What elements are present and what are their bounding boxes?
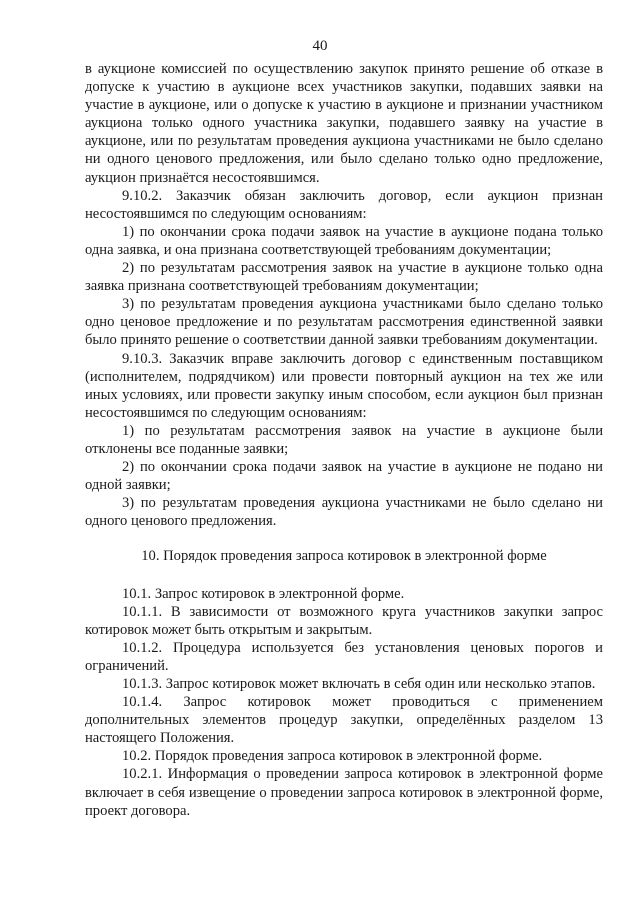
document-body <box>85 60 603 820</box>
paragraph-9-10-2-item-3: 3) по результатам проведения аукциона участниками было сделано только одно ценовое предложение и по результатам рассмотрения единственной заявки было принято решение о соответствии данной заявки требованиям документации. <box>85 296 603 349</box>
paragraph-9-10-3-item-1: 1) по результатам рассмотрения заявок на участие в аукционе были отклонены все поданные заявки; <box>85 422 603 457</box>
page-number: 40 <box>312 38 328 54</box>
paragraph-10-1-3: 10.1.3. Запрос котировок может включать в себя один или несколько этапов. <box>122 676 596 692</box>
paragraph-9-10-2-item-1: 1) по окончании срока подачи заявок на участие в аукционе подана только одна заявка, и она признана соответствующей требованиям документации; <box>85 223 603 258</box>
paragraph-10-1-4: 10.1.4. Запрос котировок может проводиться с применением дополнительных элементов процедур закупки, определённых разделом 13 настоящего Положения. <box>85 694 603 747</box>
paragraph-9-10-3-item-3: 3) по результатам проведения аукциона участниками не было сделано ни одного ценового предложения. <box>85 495 603 530</box>
paragraph-9-10-3-item-2: 2) по окончании срока подачи заявок на участие в аукционе не подано ни одной заявки; <box>85 459 603 494</box>
paragraph-9-10-2-item-2: 2) по результатам рассмотрения заявок на участие в аукционе только одна заявка признана соответствующей требованиям документации; <box>85 260 603 295</box>
paragraph-continuation: в аукционе комиссией по осуществлению закупок принято решение об отказе в допуске к участию в аукционе всех участников закупки, подавших заявки на участие в аукционе, или о допуске к участию в аукционе и признании участником аукциона только одного участника закупки, подавшего заявку на участие в аукционе, или по результатам проведения аукциона участниками не было сделано ни одного ценового предложения, или было сделано только одно предложение, аукцион признаётся несостоявшимся. <box>85 61 603 186</box>
section-heading: 10. Порядок проведения запроса котировок в электронной форме <box>141 548 547 565</box>
paragraph-9-10-2: 9.10.2. Заказчик обязан заключить договор, если аукцион признан несостоявшимся по следующим основаниям: <box>85 187 603 222</box>
paragraph-10-2-1: 10.2.1. Информация о проведении запроса котировок в электронной форме включает в себя извещение о проведении запроса котировок в электронной форме, проект договора. <box>85 766 603 819</box>
paragraph-10-1-2: 10.1.2. Процедура используется без установления ценовых порогов и ограничений. <box>85 639 603 674</box>
paragraph-9-10-3: 9.10.3. Заказчик вправе заключить договор с единственным поставщиком (исполнителем, подрядчиком) или провести повторный аукцион на тех же или иных условиях, или провести закупку иным способом, если аукцион был признан несостоявшимся по следующим основаниям: <box>85 350 603 421</box>
paragraph-10-1-1: 10.1.1. В зависимости от возможного круга участников закупки запрос котировок может быть открытым и закрытым. <box>85 603 603 638</box>
paragraph-10-1: 10.1. Запрос котировок в электронной форме. <box>122 585 405 602</box>
paragraph-10-2: 10.2. Порядок проведения запроса котировок в электронной форме. <box>122 748 543 765</box>
